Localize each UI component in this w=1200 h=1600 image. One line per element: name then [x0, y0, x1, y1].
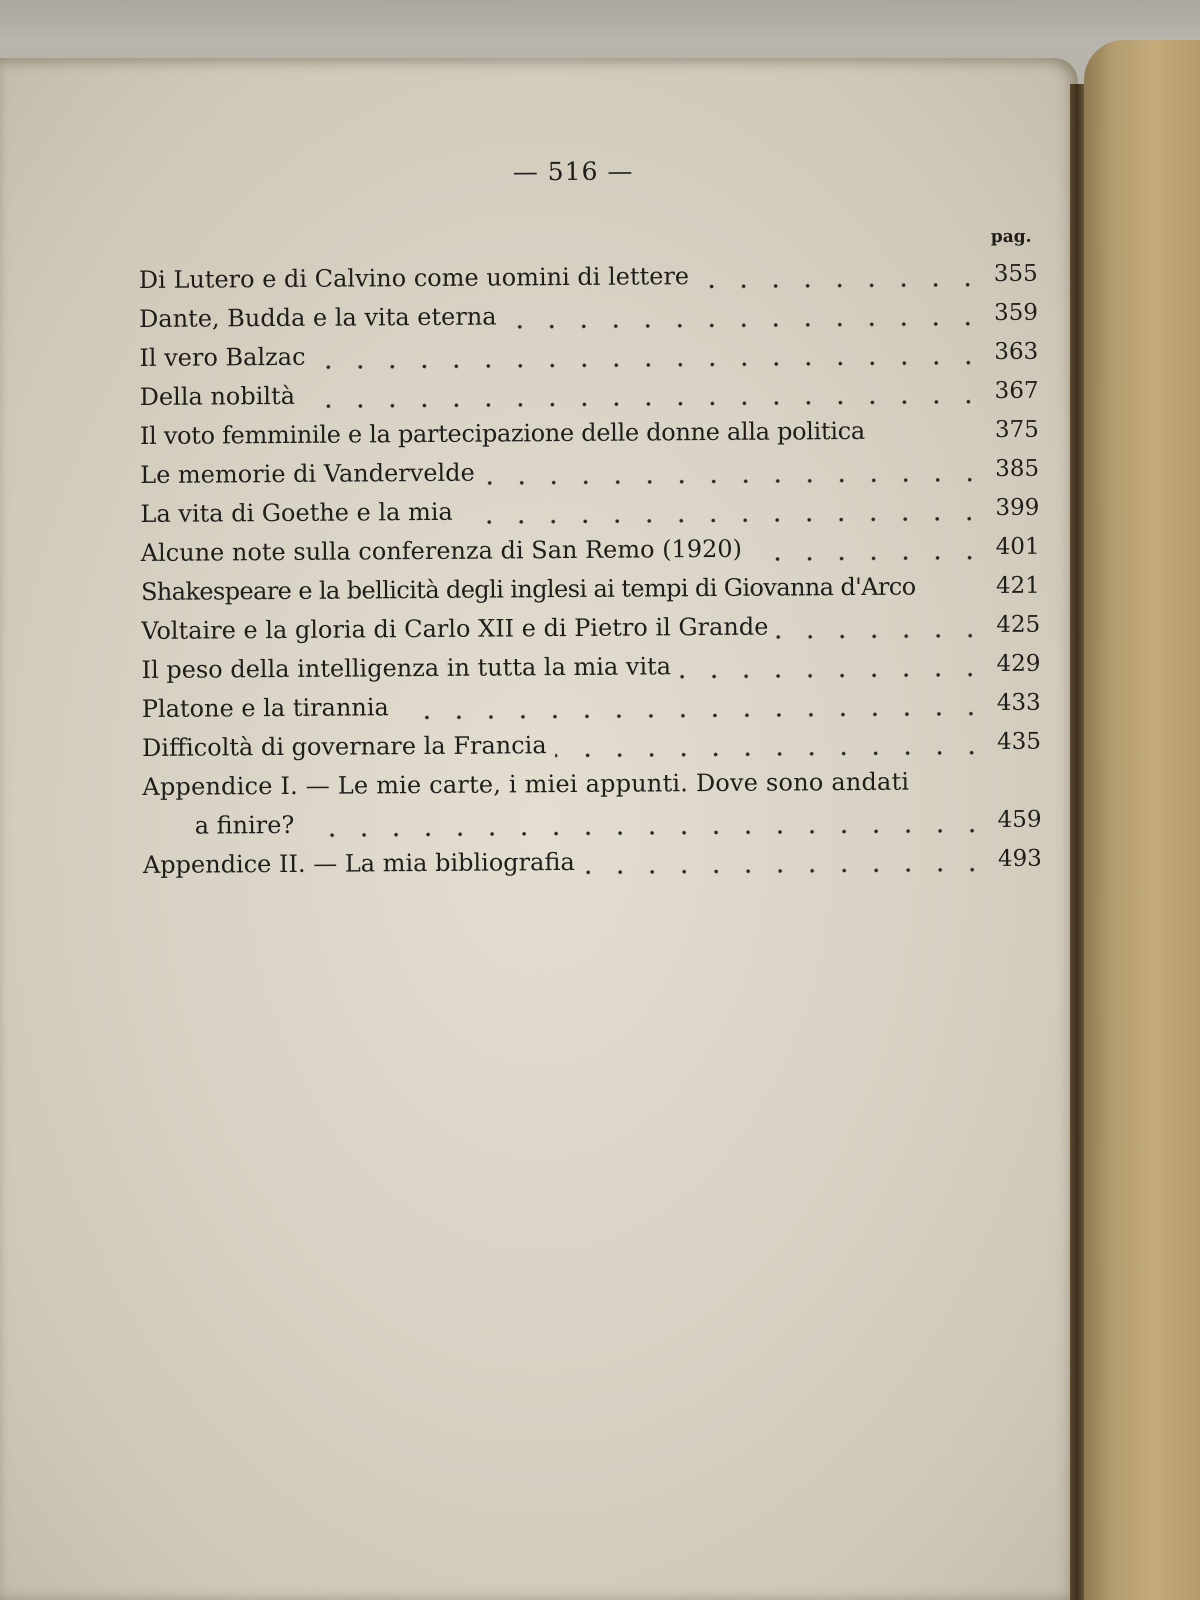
toc-entry-page: 359: [993, 299, 1039, 327]
toc-entry-page: 435: [996, 728, 1042, 756]
toc-entry-page: 493: [997, 845, 1042, 873]
toc-entry-continuation: [143, 801, 1042, 846]
toc-entry-title: Di Lutero e di Calvino come uomini di lettere: [138, 262, 690, 294]
toc-entry-page: 421: [995, 572, 1040, 600]
toc-entry-title: Voltaire e la gloria di Carlo XII e di Pietro il Grande: [141, 612, 769, 645]
toc-entry: [141, 684, 1041, 729]
page-number: — 516 —: [512, 156, 634, 187]
dot-leader: [776, 606, 986, 646]
toc-entry-title: Appendice I. — Le mie carte, i miei appunti. Dove sono andati: [142, 767, 910, 801]
toc-entry-title: Alcune note sulla conferenza di San Remo (1920): [140, 534, 743, 567]
toc-entry-title: Il voto femminile e la partecipazione delle donne alla politica: [139, 416, 865, 450]
dot-leader: [697, 255, 984, 296]
dot-leader: [923, 567, 986, 606]
dot-leader: [461, 489, 986, 532]
toc-entry: [140, 450, 1040, 495]
dot-leader: [504, 294, 984, 336]
facing-page-edge: [1084, 40, 1200, 1600]
toc-entry-page: 433: [996, 689, 1041, 717]
dot-leader: [483, 450, 986, 493]
toc-entry-page: 385: [995, 455, 1040, 483]
toc-entry: [138, 255, 1038, 300]
toc-entry-page: 425: [996, 611, 1041, 639]
toc-entry-title: Shakespeare e la bellicità degli inglesi ai tempi di Giovanna d'Arco: [140, 572, 916, 606]
toc-entry: [140, 567, 1040, 612]
toc-entry-title: Le memorie di Vandervelde: [140, 458, 475, 489]
toc-entry: [140, 489, 1040, 534]
toc-entry-title: Platone e la tirannia: [141, 693, 389, 723]
toc-entry-title: Appendice II. — La mia bibliografia: [142, 847, 575, 879]
toc-entry-title: La vita di Goethe e la mia: [140, 497, 453, 528]
dot-leader: [554, 723, 987, 765]
dot-leader: [313, 333, 984, 377]
toc-entry-page: 459: [997, 806, 1042, 834]
toc-entry-page: 399: [995, 494, 1040, 522]
toc-entry: [139, 294, 1039, 339]
toc-entry-title: Della nobiltà: [139, 381, 296, 411]
dot-leader: [750, 528, 986, 569]
dot-leader: [873, 411, 985, 451]
toc-entry: [141, 606, 1041, 651]
toc-entry: [141, 645, 1041, 690]
dot-leader: [583, 840, 988, 882]
toc-entry-title: Il vero Balzac: [139, 342, 306, 372]
toc-entry: [139, 411, 1039, 456]
toc-entry-page: 355: [993, 260, 1038, 288]
toc-entry: [139, 333, 1039, 378]
toc-entry-page: 363: [994, 338, 1039, 366]
toc-entry-page: 367: [994, 377, 1039, 405]
toc-entry-title: Il peso della intelligenza in tutta la mia vita: [141, 652, 672, 684]
toc-entry: [142, 840, 1042, 885]
toc-entry-page: 429: [996, 650, 1041, 678]
toc-entry: [140, 528, 1040, 573]
toc-entry-page: 375: [994, 416, 1039, 444]
toc-entry-title: Dante, Budda e la vita eterna: [139, 302, 497, 333]
dot-leader: [303, 372, 985, 416]
toc-entry-page: 401: [995, 533, 1040, 561]
page-content: [138, 154, 1042, 885]
toc-entry: [139, 372, 1039, 417]
toc-entry-title-continued: a finire?: [194, 810, 295, 840]
dot-leader: [302, 801, 988, 845]
pag-column-label: pag.: [990, 226, 1032, 248]
table-of-contents: [138, 255, 1042, 885]
dot-leader: [397, 684, 987, 727]
toc-entry-title: Difficoltà di governare la Francia: [142, 731, 547, 762]
book-gutter: [1070, 84, 1084, 1600]
toc-entry: [142, 723, 1042, 768]
toc-entry: [142, 762, 1042, 846]
dot-leader: [679, 645, 987, 686]
